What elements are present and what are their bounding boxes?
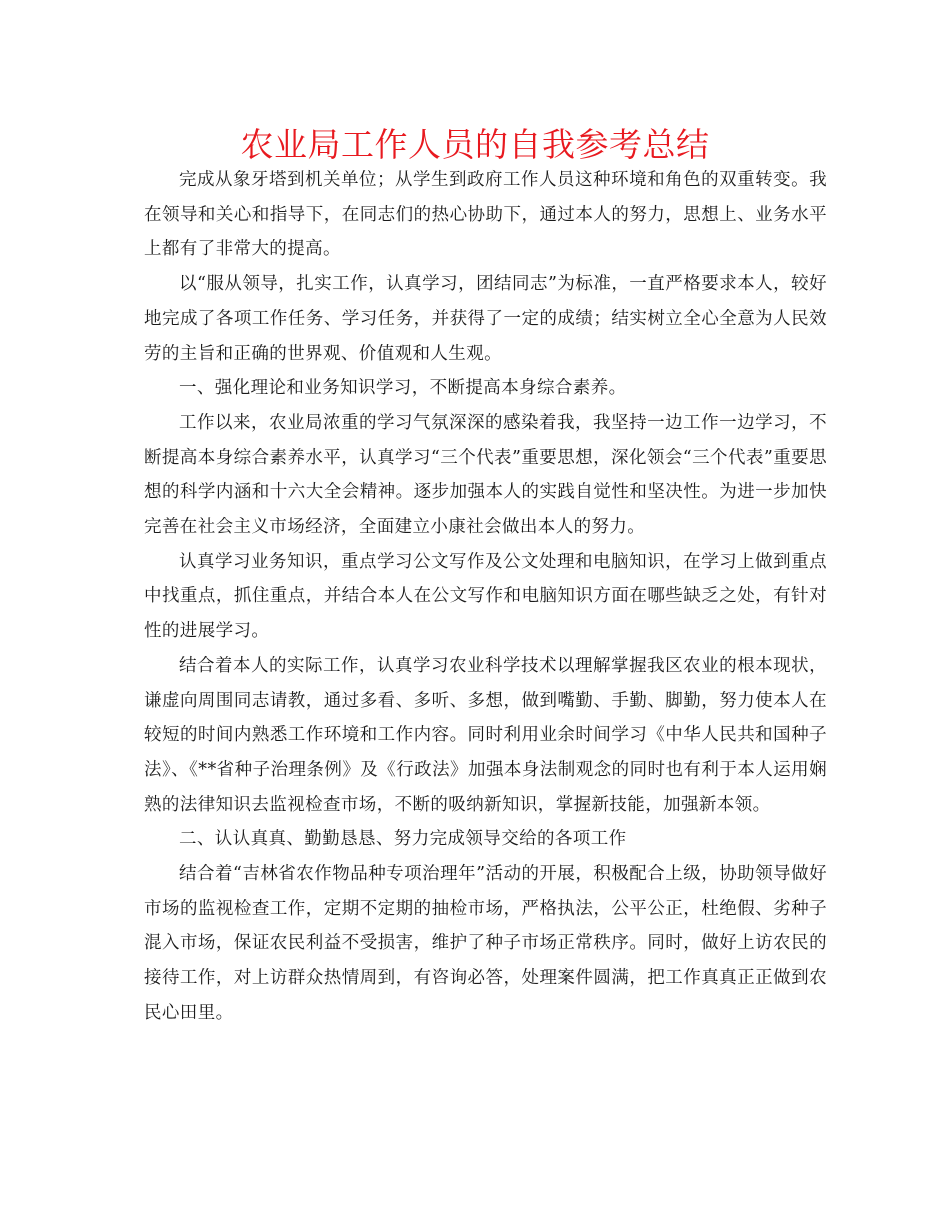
paragraph-market-inspection: 结合着“吉林省农作物品种专项治理年”活动的开展，积极配合上级，协助领导做好市场的监视检查工作，定期不定期的抽检市场，严格执法，公平公正，杜绝假、劣种子混入市场，保证农民利益不受损害，维护了种子市场正常秩序。同时，做好上访农民的接待工作，对上访群众热情周到，有咨询必答，处理案件圆满，把工作真真正正做到农民心田里。 xyxy=(144,864,827,1023)
paragraph-intro: 完成从象牙塔到机关单位；从学生到政府工作人员这种环境和角色的双重转变。我在领导和关心和指导下，在同志们的热心协助下，通过本人的努力，思想上、业务水平上都有了非常大的提高。 xyxy=(144,170,827,260)
paragraph-theory-study: 工作以来，农业局浓重的学习气氛深深的感染着我，我坚持一边工作一边学习，不断提高本身综合素养水平，认真学习“三个代表”重要思想，深化领会“三个代表”重要思想的科学内涵和十六大全会精神。逐步加强本人的实践自觉性和坚决性。为进一步加快完善在社会主义市场经济，全面建立小康社会做出本人的努力。 xyxy=(144,412,827,538)
paragraph-practical-work: 结合着本人的实际工作，认真学习农业科学技术以理解掌握我区农业的根本现状，谦虚向周围同志请教，通过多看、多听、多想，做到嘴勤、手勤、脚勤，努力使本人在较短的时间内熟悉工作环境和工作内容。同时利用业余时间学习《中华人民共和国种子法》、《**省种子治理条例》及《行政法》加强本身法制观念的同时也有利于本人运用娴熟的法律知识去监视检查市场，不断的吸纳新知识，掌握新技能，加强新本领。 xyxy=(144,655,827,815)
paragraph-business-study: 认真学习业务知识，重点学习公文写作及公文处理和电脑知识，在学习上做到重点中找重点，抓住重点，并结合本人在公文写作和电脑知识方面在哪些缺乏之处，有针对性的进展学习。 xyxy=(144,551,827,642)
paragraph-standard: 以“服从领导，扎实工作，认真学习，团结同志”为标准，一直严格要求本人，较好地完成了各项工作任务、学习任务，并获得了一定的成绩；结实树立全心全意为人民效劳的主旨和正确的世界观、价值观和人生观。 xyxy=(144,274,827,364)
document-title: 农业局工作人员的自我参考总结 xyxy=(240,125,710,164)
section-heading-2: 二、认认真真、勤勤恳恳、努力完成领导交给的各项工作 xyxy=(179,829,627,850)
document-body xyxy=(144,163,827,1031)
section-heading-1: 一、强化理论和业务知识学习，不断提高本身综合素养。 xyxy=(179,378,627,399)
